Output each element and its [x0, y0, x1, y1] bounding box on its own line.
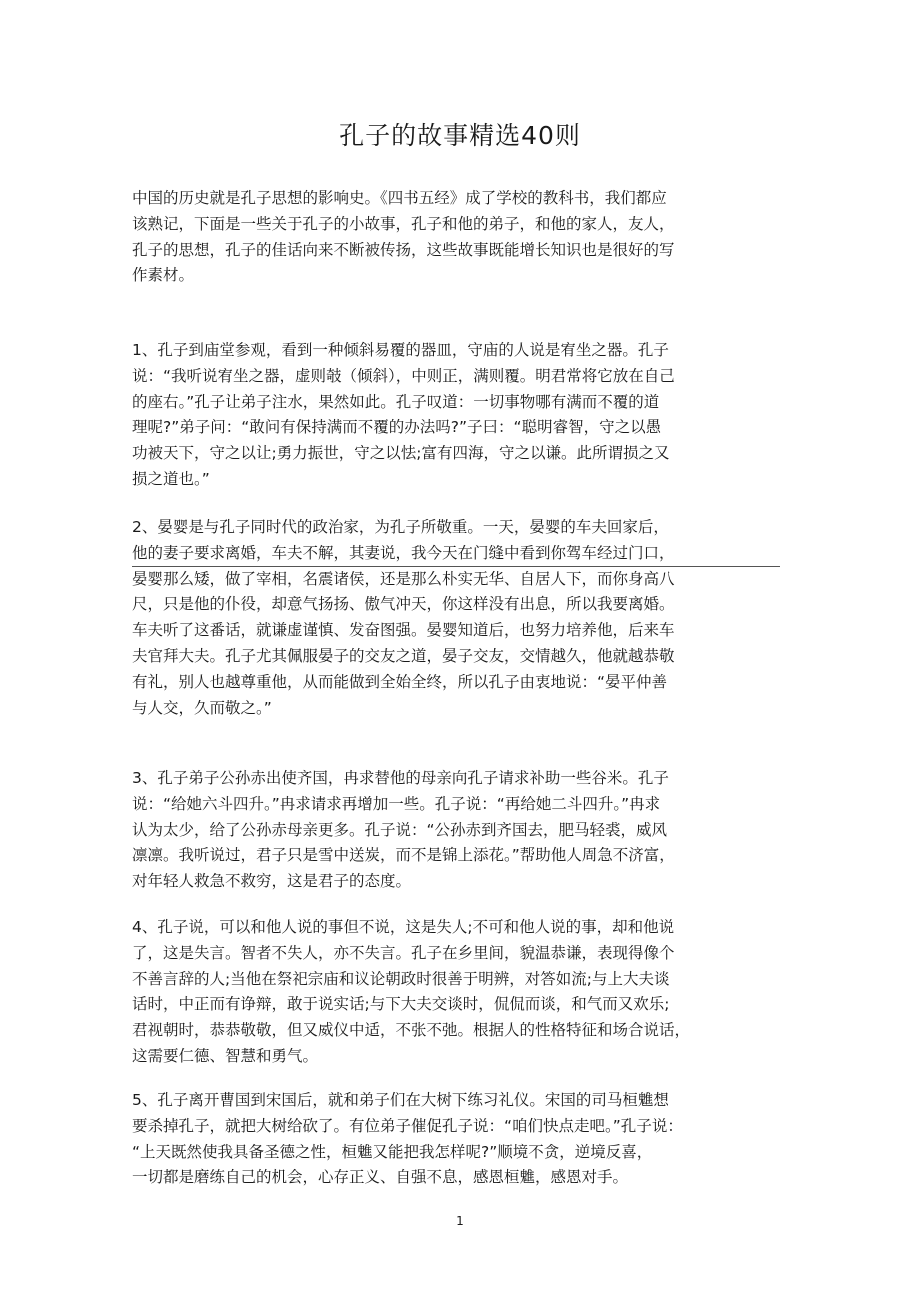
text-line: 5、孔子离开曹国到宋国后，就和弟子们在大树下练习礼仪。宋国的司马桓魋想: [132, 1091, 669, 1109]
text-line: 要杀掉孔子，就把大树给砍了。有位弟子催促孔子说：“咱们快点走吧。”孔子说：: [132, 1116, 683, 1135]
text-line: 凛凛。我听说过，君子只是雪中送炭，而不是锦上添花。”帮助他人周急不济富，: [132, 846, 675, 865]
text-line: 与人交，久而敬之。”: [132, 698, 272, 717]
text-line: 2、晏婴是与孔子同时代的政治家，为孔子所敬重。一天，晏婴的车夫回家后，: [132, 518, 669, 536]
text-line: 这需要仁德、智慧和勇气。: [132, 1046, 319, 1065]
text-line: 损之道也。”: [132, 469, 210, 488]
text-line: 1、孔子到庙堂参观，看到一种倾斜易覆的器皿，守庙的人说是宥坐之器。孔子: [132, 341, 669, 359]
text-line: 该熟记，下面是一些关于孔子的小故事，孔子和他的弟子，和他的家人，友人，: [132, 214, 675, 233]
text-line: 他的妻子要求离婚，车夫不解，其妻说，我今天在门缝中看到你驾车经过门口，: [132, 543, 675, 562]
page-title: 孔子的故事精选40则: [339, 121, 581, 150]
text-line: 车夫听了这番话，就谦虚谨慎、发奋图强。晏婴知道后，也努力培养他，后来车: [132, 621, 675, 640]
text-line: 3、孔子弟子公孙赤出使齐国，冉求替他的母亲向孔子请求补助一些谷米。孔子: [132, 769, 669, 787]
story-2: [132, 515, 742, 721]
text-line: 功被天下，守之以让;勇力振世，守之以怯;富有四海，守之以谦。此所谓损之又: [132, 444, 670, 463]
text-line: 认为太少，给了公孙赤母亲更多。孔子说：“公孙赤到齐国去，肥马轻裘，威风: [132, 820, 668, 839]
text-line: 说：“我听说宥坐之器，虚则攲（倾斜），中则正，满则覆。明君常将它放在自己: [132, 366, 675, 385]
text-line: 孔子的思想，孔子的佳话向来不断被传扬，这些故事既能增长知识也是很好的写: [132, 240, 675, 259]
text-line: 有礼，别人也越尊重他，从而能做到全始全终，所以孔子由衷地说：“晏平仲善: [132, 672, 668, 691]
page-number: 1: [456, 1214, 464, 1228]
text-line: 了，这是失言。智者不失人，亦不失言。孔子在乡里间，貌温恭谦，表现得像个: [132, 943, 675, 962]
text-line: 中国的历史就是孔子思想的影响史。《四书五经》成了学校的教科书，我们都应: [132, 189, 667, 207]
story-1: [132, 338, 742, 493]
text-line: 话时，中正而有诤辩，敢于说实话;与下大夫交谈时，侃侃而谈，和气而又欢乐;: [132, 995, 670, 1014]
text-line: “上天既然使我具备圣德之性，桓魋又能把我怎样呢?”顺境不贪，逆境反喜，: [132, 1142, 653, 1161]
text-line: 说：“给她六斗四升。”冉求请求再增加一些。孔子说：“再给她二斗四升。”冉求: [132, 794, 661, 813]
story-3: [132, 766, 742, 895]
text-line: 4、孔子说，可以和他人说的事但不说，这是失人;不可和他人说的事，却和他说: [132, 918, 675, 936]
text-line: 的座右。”孔子让弟子注水，果然如此。孔子叹道：一切事物哪有满而不覆的道: [132, 392, 660, 411]
text-line: 尺，只是他的仆役，却意气扬扬、傲气冲天，你这样没有出息，所以我要离婚。: [132, 595, 675, 614]
text-line: 晏婴那么矮，做了宰相，名震诸侯，还是那么朴实无华、自居人下，而你身高八: [132, 569, 675, 588]
text-line: 作素材。: [132, 266, 195, 285]
text-line: 君视朝时，恭恭敬敬，但又威仪中适，不张不弛。根据人的性格特征和场合说话，: [132, 1021, 691, 1040]
horizontal-rule: [132, 566, 780, 567]
intro-paragraph: [132, 186, 742, 289]
text-line: 一切都是磨练自己的机会，心存正义、自强不息，感恩桓魋，感恩对手。: [132, 1168, 629, 1187]
story-5: [132, 1088, 742, 1191]
text-line: 对年轻人救急不救穷，这是君子的态度。: [132, 872, 412, 891]
story-4: [132, 915, 742, 1070]
text-line: 理呢?”弟子问：“敢问有保持满而不覆的办法吗?”子曰：“聪明睿智，守之以愚: [132, 418, 662, 437]
text-line: 夫官拜大夫。孔子尤其佩服晏子的交友之道，晏子交友，交情越久，他就越恭敬: [132, 646, 675, 665]
text-line: 不善言辞的人;当他在祭祀宗庙和议论朝政时很善于明辨，对答如流;与上大夫谈: [132, 969, 670, 988]
